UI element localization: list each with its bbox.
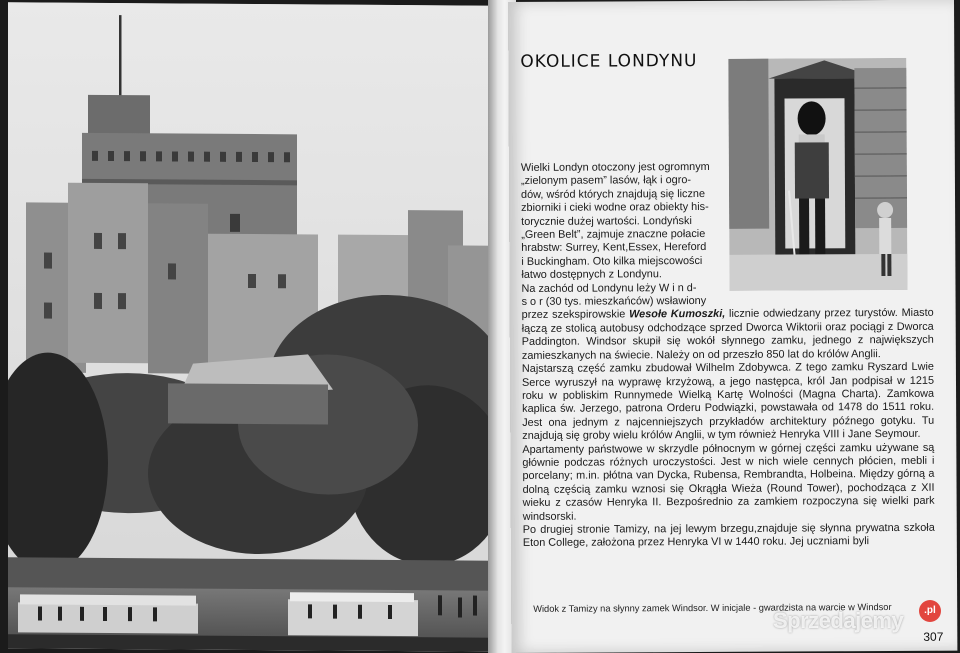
windsor-paragraph (522, 307, 934, 363)
body-text (521, 160, 935, 551)
intro-paragraph (521, 161, 722, 310)
text-line: s o r (30 tys. mieszkańców) wsławiony (521, 295, 707, 308)
history-paragraph: Najstarszą część zamku zbudował Wilhelm Zdobywca. Z tego zamku Ryszard Lwie Serce wyruszył na wyprawę krzyżową, a jego następca, król Jan podpisał w 1215 roku w pobliskim Runnymede Wielką Kartę Wolności (Magna Charta). Zamkowa kaplica św. Jerzego, patrona Orderu Podwiązki, powstawała od 1478 do 1511 roku. Jest ona jednym z najcenniejszych przykładów architektury późnego gotyku. Tu znajdują się groby wielu królów Anglii, w tym również Henryka VIII i Jane Seymour. (521, 360, 935, 443)
text-line: „Green Belt”, zajmuje znaczne połacie (521, 228, 706, 241)
text-line: i Buckingham. Oto kilka miejscowości (521, 254, 703, 268)
text-line: „zielonym pasem” lasów, łąk i ogro- (520, 174, 692, 188)
text-line: Na zachód od Londynu leży W i n d- (521, 281, 697, 295)
text-line: hrabstw: Surrey, Kent,Essex, Hereford (521, 241, 707, 255)
watermark-text: Sprzedajemy (773, 608, 904, 633)
watermark (773, 602, 943, 636)
text-line: zbiorniki i cieki wodne oraz obiekty his- (521, 201, 709, 215)
photo-caption: Widok z Tamizy na słynny zamek Windsor. W inicjale - gwardzista na warcie w Windsor (533, 602, 892, 614)
text-run: przez szekspirowskie (521, 308, 630, 322)
windsor-castle-photo (8, 2, 494, 651)
left-page (8, 2, 494, 651)
eton-paragraph: Po drugiej stronie Tamizy, na jej lewym brzegu,znajduje się słynna prywatna szkoła Eton College, założona przez Henryka VI w 1440 roku. Jej uczniami byli (522, 521, 935, 550)
text-line: Wielki Londyn otoczony jest ogromnym (520, 160, 710, 174)
right-page (508, 0, 957, 653)
text-run: licznie odwiedzany przez turystów. Miasto łączą ze stolicą autobusy odchodzące sprzed Dworca Wiktorii oraz pociągi z Dworca Paddington. Windsor skupił się wokół słynnego zamku, jednego z największych zamieszkanych na świecie. Należy on od przeszło 850 lat do królów Anglii. (521, 307, 934, 362)
page-number: 307 (923, 629, 944, 644)
text-line: dów, wśród których znajdują się liczne (520, 187, 706, 201)
text-line: łatwo dostępnych z Londynu. (521, 268, 662, 282)
italic-title: Wesołe Kumoszki, (629, 308, 726, 321)
chapter-title: OKOLICE LONDYNU (520, 51, 698, 72)
watermark-badge: .pl (919, 600, 941, 622)
apartments-paragraph: Apartamenty państwowe w skrzydle północnym w górnej części zamku używane są głównie podczas różnych uroczystości. Jest w nich wiele cennych płócien, mebli i porcelany; m.in. płótna van Dycka, Rubensa, Rembrandta, Holbeina. Między górną a dolną częścią zamku wznosi się Okrągła Wieża (Round Tower), pochodząca z XII wieku z czasów Henryka II. Bezpośrednio za zamkiem rozpoczyna się wielki park windsorski. (522, 441, 935, 523)
text-line: torycznie dużej wartości. Londyński (521, 214, 692, 228)
